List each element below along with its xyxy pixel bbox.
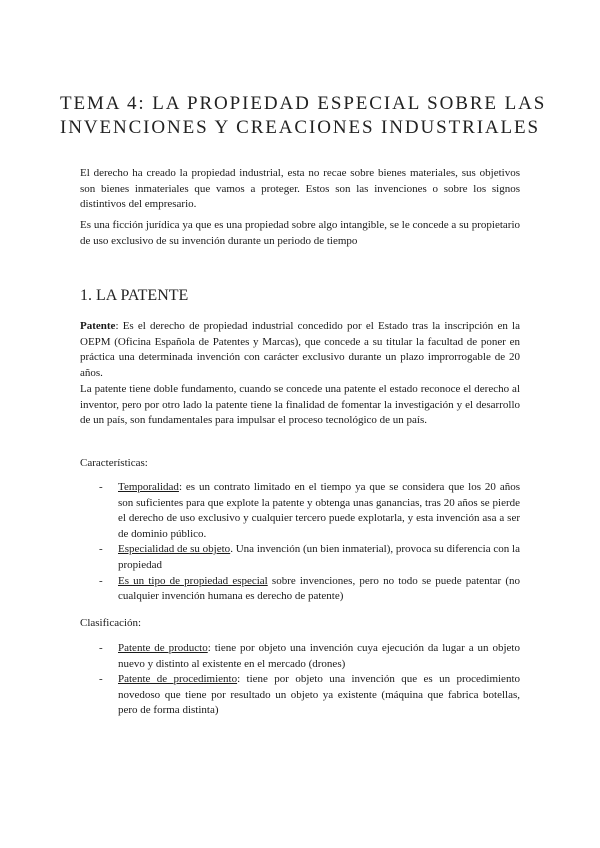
list-item (80, 542, 520, 573)
item-text: . Una invención (un bien inmaterial), provoca su diferencia con la propiedad (118, 543, 520, 571)
list-item (80, 641, 520, 672)
patente-definition-text: : Es el derecho de propiedad industrial concedido por el Estado tras la inscripción en la OEPM (Oficina Española de Patentes y Marcas), que concede a su titular la facultad de poner en práctica una determinada invención con carácter exclusivo durante un plazo improrrogable de 20 años. (80, 320, 520, 379)
item-text: : tiene por objeto una invención cuya ejecución da lugar a un objeto nuevo y distinto al existente en el mercado (drones) (118, 642, 520, 670)
intro-paragraph-1: El derecho ha creado la propiedad industrial, esta no recae sobre bienes materiales, sus objetivos son bienes inmateriales que vamos a proteger. Estos son las invenciones o sobre los signos distintivos del empresario. (80, 167, 520, 211)
item-text: sobre invenciones, pero no todo se puede patentar (no cualquier invención humana es derecho de patente) (118, 574, 520, 603)
dash-marker: - (99, 543, 103, 556)
clasificacion-list (80, 641, 520, 719)
list-item (80, 480, 520, 542)
patente-definition (80, 319, 520, 381)
item-text: : es un contrato limitado en el tiempo ya que se considera que los 20 años son suficientes para que explote la patente y obtenga unas ganancias, tras 20 años se pierde el derecho de uso exclusivo y cualquier tercero puede explotarla, y esta invención asa a ser de dominio público. (118, 481, 520, 540)
dash-marker: - (99, 574, 103, 587)
dash-marker: - (99, 673, 103, 686)
title-line-1: TEMA 4: LA PROPIEDAD ESPECIAL SOBRE LAS (60, 93, 547, 114)
item-term: Es un tipo de propiedad especial (118, 574, 268, 587)
patente-fundamento-paragraph: La patente tiene doble fundamento, cuando se concede una patente el estado reconoce el derecho al inventor, pero por otro lado la patente tiene la finalidad de fomentar la investigación y el desarrollo de un país, son fundamentales para impulsar el proceso tecnológico de un país. (80, 383, 520, 427)
clasificacion-label: Clasificación: (80, 617, 142, 629)
dash-marker: - (99, 481, 103, 493)
caracteristicas-list (80, 480, 520, 605)
dash-marker: - (99, 642, 103, 654)
item-text: : tiene por objeto una invención que es un procedimiento novedoso que tiene por resultado un objeto ya existente (máquina que fabrica botellas, pero de forma distinta) (118, 673, 520, 717)
caracteristicas-label: Características: (80, 457, 148, 469)
item-term: Temporalidad (118, 481, 179, 493)
item-term: Patente de procedimiento (118, 673, 238, 686)
section-heading-patente: 1. LA PATENTE (80, 287, 189, 304)
page-title (60, 92, 547, 140)
title-line-2: INVENCIONES Y CREACIONES INDUSTRIALES (60, 117, 541, 138)
list-item (80, 672, 520, 719)
item-term: Patente de producto (118, 642, 208, 654)
item-term: Especialidad de su objeto (118, 543, 231, 556)
list-item (80, 574, 520, 605)
intro-paragraph-2: Es una ficción jurídica ya que es una propiedad sobre algo intangible, se le concede a su propietario de uso exclusivo de su invención durante un periodo de tiempo (80, 219, 520, 247)
patente-term: Patente (80, 320, 116, 332)
